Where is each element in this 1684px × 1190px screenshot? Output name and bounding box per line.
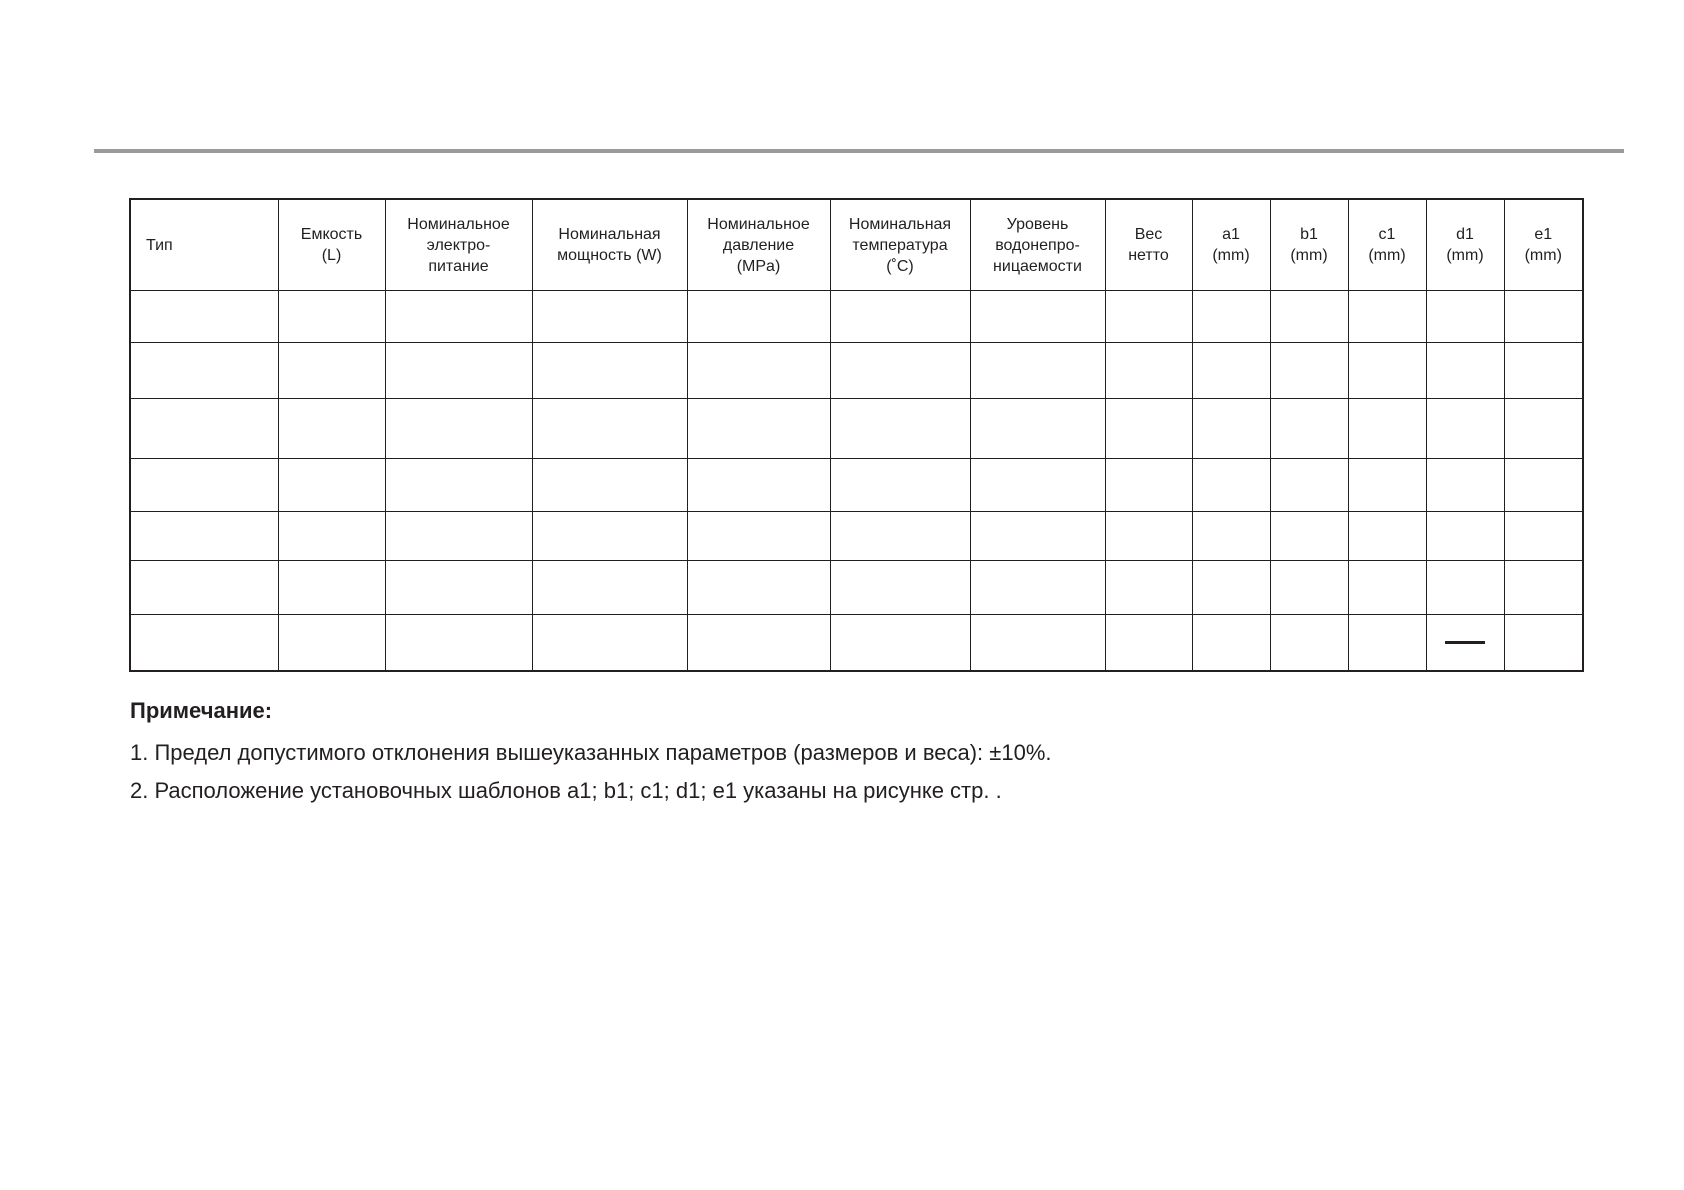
table-row — [130, 343, 1583, 399]
table-cell — [278, 291, 385, 343]
header-a1: a1 (mm) — [1192, 199, 1270, 291]
table-row — [130, 615, 1583, 672]
table-cell — [1270, 343, 1348, 399]
note-item-template-location: 2. Расположение установочных шаблонов a1; b1; c1; d1; e1 указаны на рисунке стр. . — [130, 778, 1002, 803]
table-row — [130, 459, 1583, 512]
table-cell — [1504, 615, 1583, 672]
table-cell — [278, 512, 385, 561]
table-cell — [278, 399, 385, 459]
header-c1: c1 (mm) — [1348, 199, 1426, 291]
table-cell — [385, 615, 532, 672]
table-row — [130, 291, 1583, 343]
table-cell — [1270, 459, 1348, 512]
table-cell — [1504, 291, 1583, 343]
header-b1: b1 (mm) — [1270, 199, 1348, 291]
header-d1: d1 (mm) — [1426, 199, 1504, 291]
header-rated-pressure: Номинальное давление (MPa) — [687, 199, 830, 291]
table-cell — [1348, 343, 1426, 399]
table-cell — [970, 615, 1105, 672]
table-cell — [970, 399, 1105, 459]
header-type: Тип — [130, 199, 278, 291]
table-cell — [130, 343, 278, 399]
table-cell — [385, 561, 532, 615]
table-cell — [687, 343, 830, 399]
table-cell — [532, 399, 687, 459]
header-rated-temperature: Номинальная температура (˚С) — [830, 199, 970, 291]
notes-title: Примечание: — [130, 698, 273, 723]
table-cell — [1426, 291, 1504, 343]
table-row — [130, 561, 1583, 615]
table-cell — [830, 291, 970, 343]
table-cell — [970, 459, 1105, 512]
table-cell — [830, 561, 970, 615]
table-cell — [1348, 399, 1426, 459]
table-cell — [1426, 512, 1504, 561]
header-rated-power: Номинальная мощность (W) — [532, 199, 687, 291]
table-cell — [1105, 615, 1192, 672]
table-cell — [532, 459, 687, 512]
table-cell — [1192, 291, 1270, 343]
header-net-weight: Вес нетто — [1105, 199, 1192, 291]
table-cell — [1192, 615, 1270, 672]
table-cell — [532, 512, 687, 561]
header-waterproof-level: Уровень водонепро- ницаемости — [970, 199, 1105, 291]
table-cell — [830, 615, 970, 672]
table-cell — [1348, 512, 1426, 561]
table-cell — [385, 291, 532, 343]
table-cell — [687, 291, 830, 343]
table-cell — [970, 512, 1105, 561]
table-cell — [1504, 459, 1583, 512]
table-cell — [532, 343, 687, 399]
header-capacity: Емкость (L) — [278, 199, 385, 291]
table-cell — [1504, 343, 1583, 399]
table-cell — [130, 561, 278, 615]
table-cell — [687, 561, 830, 615]
header-e1: e1 (mm) — [1504, 199, 1583, 291]
table-cell — [1426, 343, 1504, 399]
table-cell — [385, 399, 532, 459]
table-cell — [1504, 399, 1583, 459]
table-cell — [1192, 399, 1270, 459]
dash-mark — [1445, 641, 1485, 644]
table-cell — [830, 343, 970, 399]
table-cell — [830, 512, 970, 561]
table-cell — [1348, 459, 1426, 512]
table-cell — [1348, 561, 1426, 615]
table-cell — [1105, 343, 1192, 399]
table-cell — [130, 615, 278, 672]
table-cell — [1270, 512, 1348, 561]
table-cell — [278, 343, 385, 399]
table-cell — [1270, 561, 1348, 615]
table-cell — [970, 561, 1105, 615]
specifications-table — [129, 198, 1584, 672]
table-cell — [1192, 459, 1270, 512]
table-cell — [1105, 459, 1192, 512]
table-cell — [1348, 615, 1426, 672]
table-cell — [1105, 399, 1192, 459]
table-cell — [970, 343, 1105, 399]
table-cell — [1504, 561, 1583, 615]
table-cell — [1348, 291, 1426, 343]
table-cell — [1426, 459, 1504, 512]
table-cell — [1192, 561, 1270, 615]
table-row — [130, 399, 1583, 459]
table-cell — [687, 615, 830, 672]
table-cell — [385, 343, 532, 399]
table-cell — [970, 291, 1105, 343]
table-cell — [830, 459, 970, 512]
table-cell — [1270, 291, 1348, 343]
table-cell — [278, 615, 385, 672]
table-cell — [278, 561, 385, 615]
table-cell — [532, 615, 687, 672]
table-cell — [1270, 615, 1348, 672]
table-cell — [1105, 291, 1192, 343]
table-cell — [1105, 512, 1192, 561]
table-cell — [830, 399, 970, 459]
table-cell — [1270, 399, 1348, 459]
table-header-row — [130, 199, 1583, 291]
table-cell — [687, 399, 830, 459]
header-divider — [94, 149, 1624, 153]
notes-section — [130, 698, 1530, 816]
table-cell — [130, 399, 278, 459]
table-cell — [130, 459, 278, 512]
table-cell — [1105, 561, 1192, 615]
table-cell — [130, 512, 278, 561]
table-cell — [385, 459, 532, 512]
table-cell — [1192, 343, 1270, 399]
table-cell — [130, 291, 278, 343]
table-cell — [687, 512, 830, 561]
table-cell — [1426, 561, 1504, 615]
table-cell — [1504, 512, 1583, 561]
table-cell — [1192, 512, 1270, 561]
table-cell — [1426, 399, 1504, 459]
table-cell — [532, 291, 687, 343]
note-item-tolerance: 1. Предел допустимого отклонения вышеуказанных параметров (размеров и веса): ±10%. — [130, 740, 1052, 765]
table-cell — [278, 459, 385, 512]
header-power-supply: Номинальное электро- питание — [385, 199, 532, 291]
table-cell — [687, 459, 830, 512]
table-cell — [532, 561, 687, 615]
table-cell — [1426, 615, 1504, 672]
table-row — [130, 512, 1583, 561]
table-cell — [385, 512, 532, 561]
